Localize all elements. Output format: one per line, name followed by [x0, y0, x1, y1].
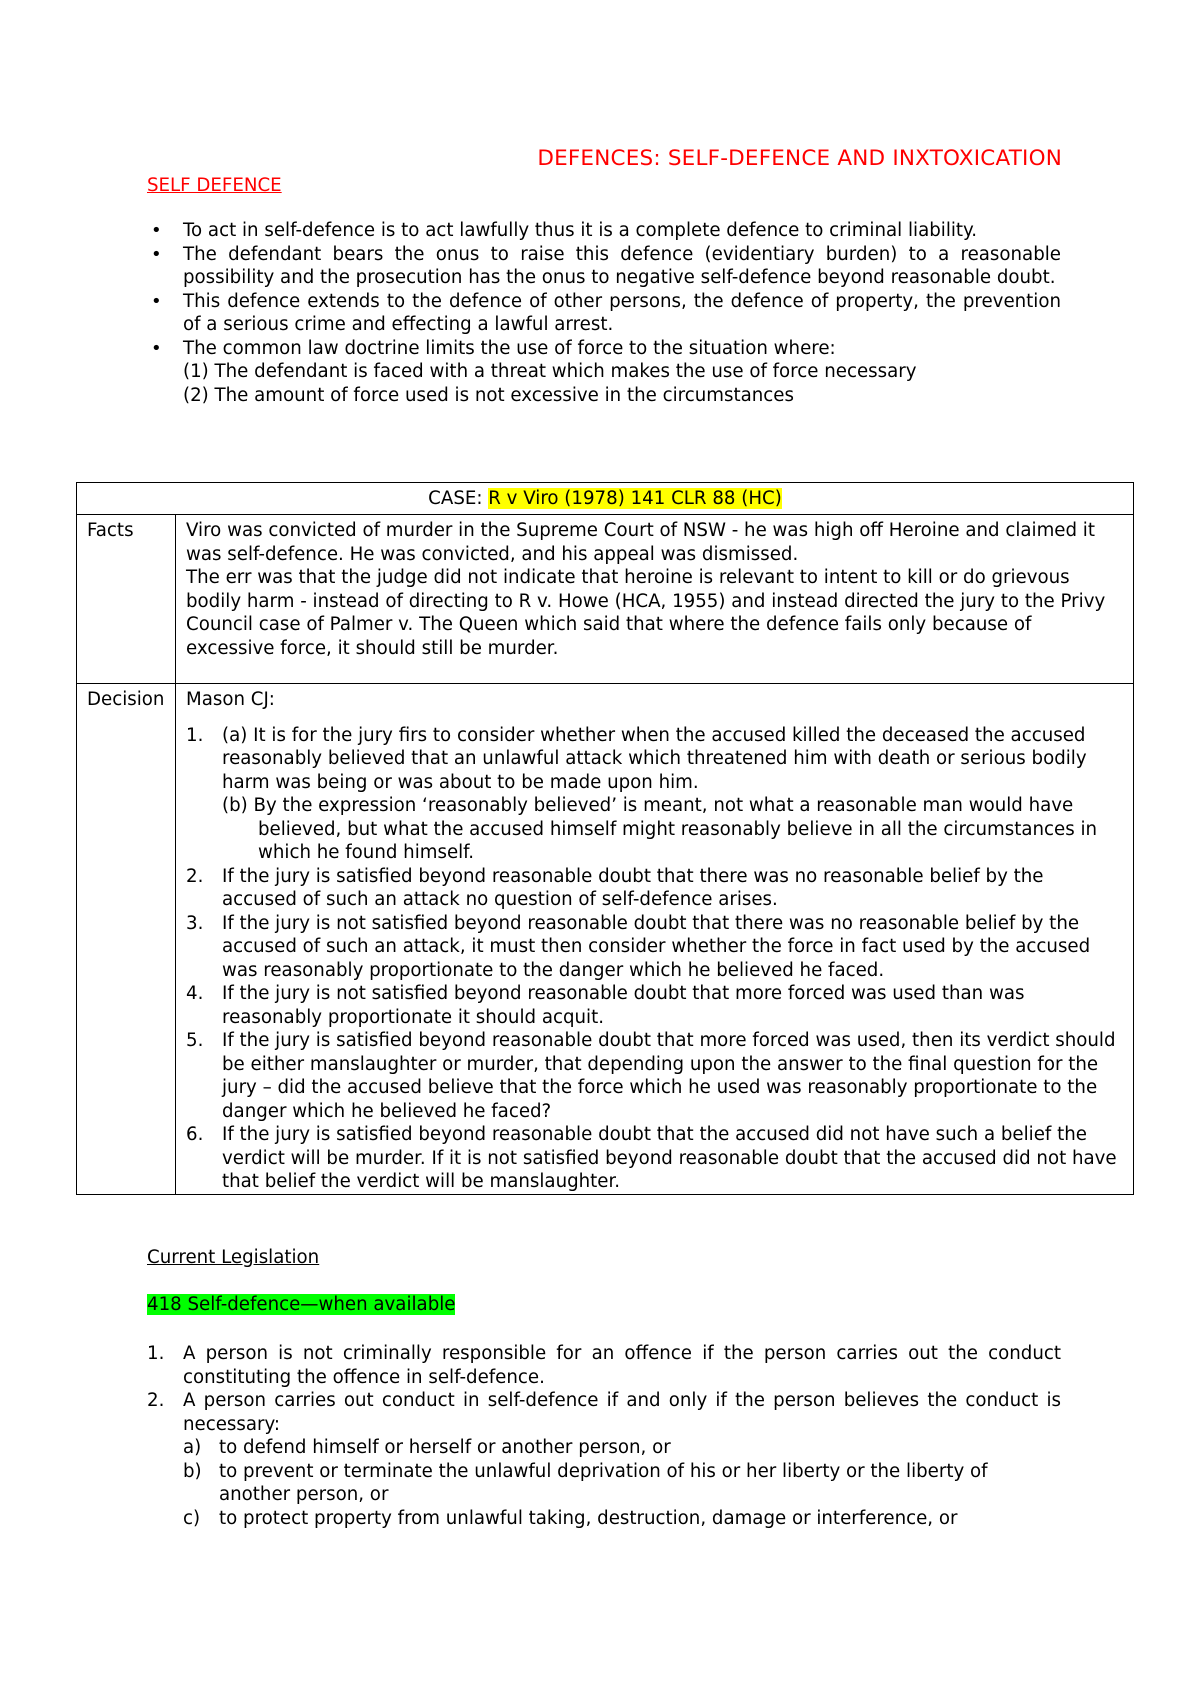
- case-header-cell: [77, 483, 1134, 515]
- decision-item-text: If the jury is satisfied beyond reasonable doubt that more forced was used, then its verdict should be either manslaughter or murder, that depending upon the answer to the final question for the jury – did the accused believe that the force which he used was reasonably proportionate to the danger which he believed he faced?: [222, 1030, 1116, 1122]
- subitem-text: to protect property from unlawful taking, destruction, damage or interference, or: [219, 1507, 958, 1529]
- legislation-item: [147, 1342, 1061, 1389]
- case-header-row: [77, 483, 1134, 515]
- legislation-list: [147, 1342, 1061, 1530]
- legislation-item: [147, 1389, 1061, 1530]
- section-title-highlight: 418 Self-defence—when available: [147, 1294, 456, 1315]
- bullet-sublist: [183, 360, 1061, 407]
- facts-label: Facts: [77, 515, 176, 684]
- legislation-subitem: [183, 1436, 1061, 1460]
- decision-item-subtext: (b) By the expression ‘reasonably believed’ is meant, not what a reasonable man would have believed, but what the accused himself might reasonably believe in all the circumstances in which he found himself.: [222, 795, 1098, 863]
- decision-list: [186, 724, 1123, 1194]
- legislation-item-number: 1.: [147, 1343, 165, 1364]
- legislation-subitem: [183, 1460, 1061, 1507]
- subitem-letter: c): [183, 1507, 201, 1529]
- decision-item: [186, 912, 1123, 983]
- legislation-heading: Current Legislation: [147, 1247, 320, 1268]
- subitem-letter: a): [183, 1437, 202, 1458]
- bullet-item: [147, 219, 1061, 243]
- decision-item-number: 2.: [186, 865, 204, 887]
- decision-item: [186, 1029, 1123, 1123]
- legislation-item-number: 2.: [147, 1390, 165, 1411]
- facts-cell: [176, 515, 1134, 684]
- decision-item-text: If the jury is not satisfied beyond reasonable doubt that there was no reasonable belief by the accused of such an attack, it must then consider whether the force in fact used by the accused was reasonably proportionate to the danger which he believed he faced.: [222, 912, 1091, 981]
- decision-item-number: 6.: [186, 1124, 204, 1145]
- bullet-item: [147, 337, 1061, 408]
- bullet-item: [147, 243, 1061, 290]
- decision-item-text: If the jury is not satisfied beyond reasonable doubt that more forced was used than was reasonably proportionate it should acquit.: [222, 983, 1025, 1028]
- bullet-text: To act in self-defence is to act lawfully thus it is a complete defence to criminal liability.: [183, 220, 978, 241]
- case-table: [76, 482, 1134, 1195]
- decision-cell: [176, 684, 1134, 1195]
- legislation-subitems: [183, 1436, 1061, 1530]
- subitem-text: to defend himself or herself or another person, or: [219, 1437, 671, 1458]
- decision-item-number: 3.: [186, 912, 204, 934]
- case-header-prefix: CASE:: [428, 488, 489, 509]
- decision-item-text: If the jury is satisfied beyond reasonable doubt that there was no reasonable belief by the accused of such an attack no question of self-defence arises.: [222, 865, 1044, 910]
- decision-label: Decision: [77, 684, 176, 1195]
- self-defence-bullet-list: [147, 219, 1061, 407]
- legislation-section-title: [147, 1293, 455, 1317]
- legislation-item-text: A person is not criminally responsible for an offence if the person carries out the conduct constituting the offence in self-defence.: [183, 1343, 1061, 1388]
- sublist-item: (2) The amount of force used is not excessive in the circumstances: [183, 384, 794, 406]
- decision-item: [186, 865, 1123, 912]
- legislation-item-text: A person carries out conduct in self-defence if and only if the person believes the conduct is necessary:: [183, 1390, 1061, 1435]
- subitem-letter: b): [183, 1460, 202, 1482]
- bullet-text: This defence extends to the defence of other persons, the defence of property, the prevention of a serious crime and effecting a lawful arrest.: [183, 290, 1061, 335]
- decision-row: [77, 684, 1134, 1195]
- decision-item: [186, 724, 1123, 865]
- decision-item-text: If the jury is satisfied beyond reasonable doubt that the accused did not have such a belief the verdict will be murder. If it is not satisfied beyond reasonable doubt that the accused did not have that belief the verdict will be manslaughter.: [222, 1124, 1117, 1192]
- document-title: DEFENCES: SELF-DEFENCE AND INXTOXICATION: [537, 146, 1062, 171]
- legislation-subitem: [183, 1507, 1061, 1531]
- bullet-item: [147, 290, 1061, 337]
- decision-item: [186, 1123, 1123, 1194]
- facts-row: [77, 515, 1134, 684]
- case-name: R v Viro (1978) 141 CLR 88 (HC): [488, 488, 782, 509]
- bullet-text: The common law doctrine limits the use of force to the situation where:: [183, 337, 836, 359]
- decision-item-number: 1.: [186, 724, 204, 746]
- decision-item: [186, 982, 1123, 1029]
- decision-item-text: (a) It is for the jury firs to consider whether when the accused killed the deceased the accused reasonably believed that an unlawful attack which threatened him with death or serious bodily harm was being or was about to be made upon him.: [222, 724, 1087, 793]
- facts-paragraph: The err was that the judge did not indicate that heroine is relevant to intent to kill or do grievous bodily harm - instead of directing to R v. Howe (HCA, 1955) and instead directed the jury to the Privy Council case of Palmer v. The Queen which said that where the defence fails only because of excessive force, it should still be murder.: [186, 567, 1106, 659]
- section-heading-self-defence: SELF DEFENCE: [147, 175, 282, 196]
- judge-name: Mason CJ:: [186, 689, 275, 710]
- facts-paragraph: Viro was convicted of murder in the Supreme Court of NSW - he was high off Heroine and claimed it was self-defence. He was convicted, and his appeal was dismissed.: [186, 520, 1095, 565]
- bullet-text: The defendant bears the onus to raise this defence (evidentiary burden) to a reasonable possibility and the prosecution has the onus to negative self-defence beyond reasonable doubt.: [183, 243, 1061, 288]
- sublist-item: (1) The defendant is faced with a threat which makes the use of force necessary: [183, 361, 917, 382]
- decision-item-number: 4.: [186, 983, 204, 1004]
- subitem-text: to prevent or terminate the unlawful deprivation of his or her liberty or the liberty of another person, or: [219, 1460, 988, 1505]
- decision-item-number: 5.: [186, 1030, 204, 1051]
